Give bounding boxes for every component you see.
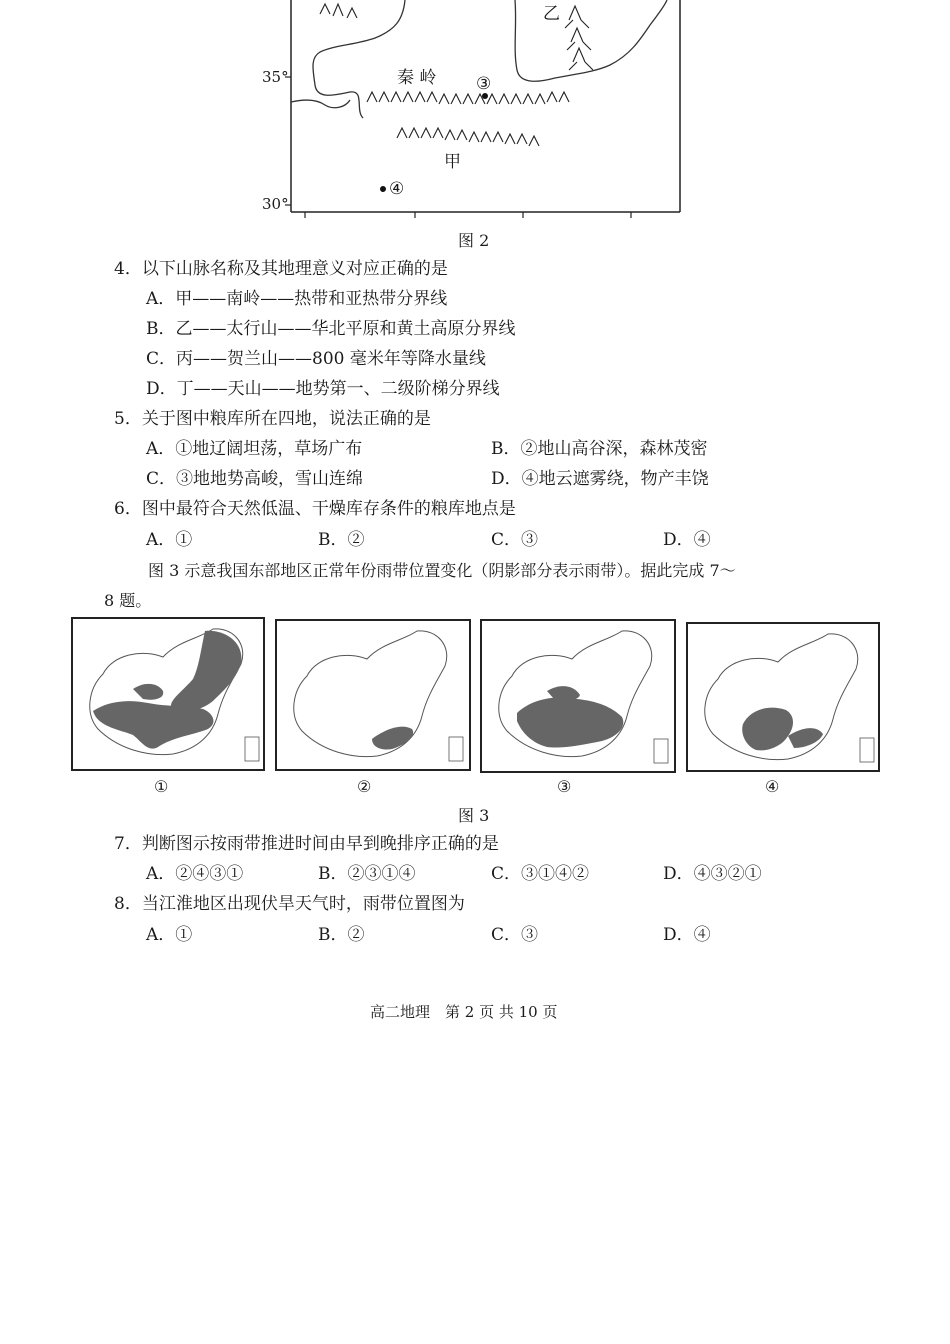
mountains-jia [397,128,539,146]
q5-stem: 5．关于图中粮库所在四地，说法正确的是 [114,409,431,429]
label-jia: 甲 [444,152,461,172]
q7-option-a: A．②④③① [146,864,244,884]
q8-stem: 8．当江淮地区出现伏旱天气时，雨带位置图为 [114,894,465,914]
point-4-dot [380,186,386,192]
figure2-caption: 图 2 [458,231,490,250]
q4-option-d: D．丁——天山——地势第一、二级阶梯分界线 [146,379,500,399]
q7-option-d: D．④③②① [663,864,762,884]
q4-option-c: C．丙——贺兰山——800 毫米年等降水量线 [146,349,486,369]
q8-option-d: D．④ [663,925,711,945]
q5-option-b: B．②地山高谷深，森林茂密 [491,439,708,459]
mountains-yi [565,6,593,70]
q8-option-c: C．③ [491,925,539,945]
figure3-label-4: ④ [765,777,780,796]
figure3-map-4 [686,622,880,772]
page-footer: 高二地理 第 2 页 共 10 页 [370,1003,558,1021]
q4-option-b: B．乙——太行山——华北平原和黄土高原分界线 [146,319,516,339]
label-yi: 乙 [543,4,560,24]
q6-option-c: C．③ [491,530,539,550]
mountains-qinling [367,92,569,104]
figure3-caption: 图 3 [458,806,490,825]
q4-stem: 4．以下山脉名称及其地理意义对应正确的是 [114,259,448,279]
q7-option-b: B．②③①④ [318,864,416,884]
figure2-map [255,0,695,222]
q7-option-c: C．③①④② [491,864,590,884]
figure3-label-1: ① [154,777,169,796]
q6-option-d: D．④ [663,530,711,550]
label-point-4: ④ [389,179,405,199]
figure3-map-1 [71,617,265,771]
q6-option-a: A．① [146,530,193,550]
q6-stem: 6．图中最符合天然低温、干燥库存条件的粮库地点是 [114,499,516,519]
intro-line-1: 图 3 示意我国东部地区正常年份雨带位置变化（阴影部分表示雨带）。据此完成 7～ [148,561,736,580]
label-point-3: ③ [476,74,492,94]
q6-option-b: B．② [318,530,365,550]
mountains-topleft [320,4,357,18]
lat-label-30: 30° [262,195,289,213]
intro-line-2: 8 题。 [104,591,152,610]
lat-label-35: 35° [262,68,289,86]
q8-option-b: B．② [318,925,365,945]
q5-option-c: C．③地地势高峻，雪山连绵 [146,469,364,489]
q5-option-d: D．④地云遮雾绕，物产丰饶 [491,469,709,489]
figure3-label-3: ③ [557,777,572,796]
q5-option-a: A．①地辽阔坦荡，草场广布 [146,439,363,459]
figure3-map-2 [275,619,471,771]
q4-option-a: A．甲——南岭——热带和亚热带分界线 [146,289,448,309]
figure3-label-2: ② [357,777,372,796]
figure2-svg [255,0,695,222]
q8-option-a: A．① [146,925,193,945]
figure3-map-3 [480,619,676,773]
label-qinling: 秦 岭 [397,68,437,88]
q7-stem: 7．判断图示按雨带推进时间由早到晚排序正确的是 [114,834,499,854]
